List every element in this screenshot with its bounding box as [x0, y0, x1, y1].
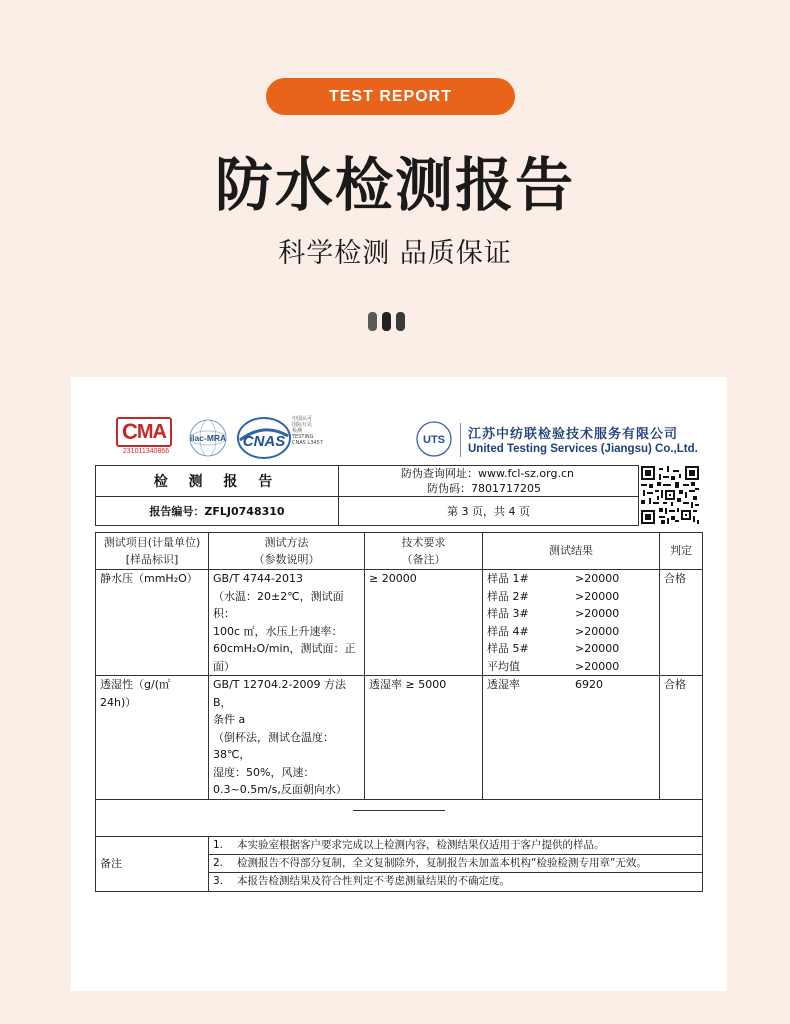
test-verdict: 合格	[660, 570, 703, 676]
cnas-small-text: 中国认可 国际互认 检测 TESTING CNAS L3457	[292, 416, 323, 446]
note-item: 1. 本实验室根据客户要求完成以上检测内容，检测结果仅适用于客户提供的样品。	[209, 837, 702, 855]
cma-logo: C MA 231011340866	[116, 417, 176, 461]
empty-row	[96, 799, 703, 836]
report-header-table	[95, 465, 639, 526]
test-results-table	[95, 532, 703, 892]
table-header-row	[96, 533, 703, 570]
separator-line	[353, 810, 445, 811]
notes-label: 备注	[96, 836, 209, 891]
company-name-cn: 江苏中纺联检验技术服务有限公司	[468, 427, 679, 442]
note-item: 3. 本报告检测结果及符合性判定不考虑测量结果的不确定度。	[213, 875, 510, 887]
result-line: 样品 3# >20000	[487, 607, 620, 620]
test-report-badge: TEST REPORT	[266, 78, 515, 115]
test-item: 静水压（mmH₂O）	[96, 570, 209, 676]
cnas-logo	[236, 416, 346, 460]
dot-icon	[382, 312, 391, 331]
col-header-verdict: 判定	[660, 533, 703, 570]
table-row	[96, 676, 703, 800]
anti-fake-info: 防伪查询网址：www.fcl-sz.org.cn 防伪码：7801717205	[339, 466, 639, 497]
col-header-item: 测试项目(计量单位) [样品标识]	[96, 533, 209, 570]
col-header-method: 测试方法 （参数说明）	[209, 533, 365, 570]
page-subtitle: 科学检测 品质保证	[278, 238, 512, 269]
company-name-en: United Testing Services (Jiangsu) Co.,Ltd.	[468, 443, 698, 455]
result-line: 样品 1# >20000	[487, 572, 620, 585]
anti-fake-code: 7801717205	[471, 482, 541, 495]
test-results	[483, 570, 660, 676]
cma-logo-text: MA	[136, 420, 166, 443]
test-results	[483, 676, 660, 800]
cma-number: 231011340866	[122, 448, 170, 455]
query-url[interactable]: www.fcl-sz.org.cn	[478, 467, 574, 480]
ilac-text: ilac-MRA	[189, 433, 227, 443]
ilac-mra-logo	[186, 418, 230, 458]
logo-divider	[460, 423, 461, 457]
result-line: 样品 5# >20000	[487, 642, 620, 655]
decorative-dots	[368, 312, 405, 331]
notes-cell	[209, 836, 703, 891]
test-requirement: 透湿率 ≥ 5000	[365, 676, 483, 800]
test-requirement: ≥ 20000	[365, 570, 483, 676]
dot-icon	[368, 312, 377, 331]
test-method: GB/T 12704.2-2009 方法 B， 条件 a （倒杯法，测试仓温度：38℃， 湿度：50%，风速： 0.3~0.5m/s,反面朝向水）	[209, 676, 365, 800]
table-row	[96, 570, 703, 676]
report-number: 报告编号：ZFLJ0748310	[96, 497, 339, 526]
separator-cell	[96, 799, 703, 836]
report-title: 检 测 报 告	[96, 466, 339, 497]
qr-code-icon	[641, 466, 699, 524]
result-line: 样品 4# >20000	[487, 624, 620, 638]
result-line: 平均值 >20000	[487, 659, 620, 673]
col-header-result: 测试结果	[483, 533, 660, 570]
test-verdict: 合格	[660, 676, 703, 800]
uts-mark-text: UTS	[423, 434, 445, 446]
certification-logos	[116, 415, 716, 465]
page-title: 防水检测报告	[214, 151, 575, 219]
dot-icon	[396, 312, 405, 331]
uts-logo	[412, 419, 712, 463]
note-item: 2. 检测报告不得部分复制，全文复制除外，复制报告未加盖本机构“检验检测专用章”无效。	[209, 855, 702, 873]
test-item: 透湿性（g/(㎡ 24h)）	[96, 676, 209, 800]
notes-row	[96, 836, 703, 891]
cnas-text: CNAS	[242, 433, 286, 450]
test-method: GB/T 4744-2013 （水温：20±2℃，测试面积： 100c ㎡，水压上升速率： 60cmH₂O/min，测试面：正 面）	[209, 570, 365, 676]
result-line: 样品 2# >20000	[487, 589, 620, 603]
col-header-requirement: 技术要求 （备注）	[365, 533, 483, 570]
page-info: 第 3 页，共 4 页	[339, 497, 639, 526]
result-line: 透湿率 6920	[487, 678, 603, 691]
